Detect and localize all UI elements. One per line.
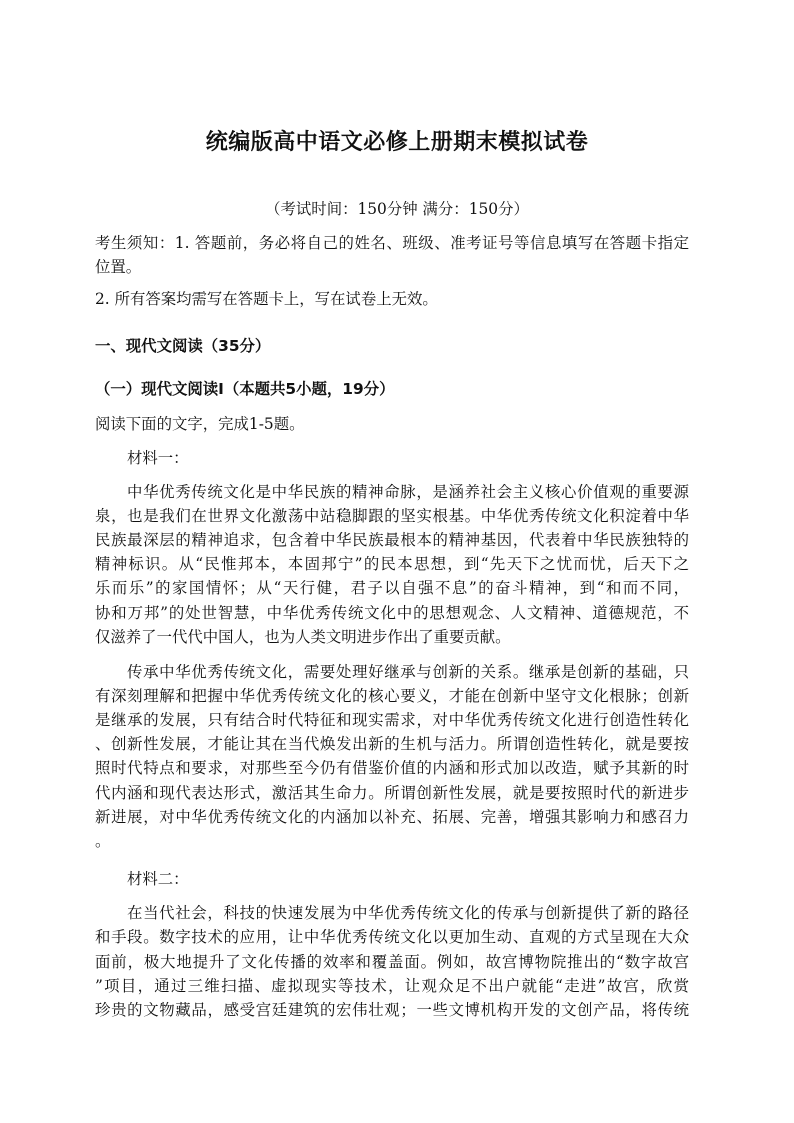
reading-instruction: 阅读下面的文字，完成1-5题。 xyxy=(95,415,305,433)
document-title: 统编版高中语文必修上册期末模拟试卷 xyxy=(205,130,589,155)
paragraph-3-line: 面前，极大地提升了文化传播的效率和覆盖面。例如，故宫博物院推出的“数字故宫 xyxy=(95,953,689,971)
paragraph-3-line: ”项目，通过三维扫描、虚拟现实等技术，让观众足不出户就能“走进”故宫，欣赏 xyxy=(95,977,689,995)
paragraph-2-line: 传承中华优秀传统文化，需要处理好继承与创新的关系。继承是创新的基础，只 xyxy=(127,663,689,681)
paragraph-2-line: 是继承的发展，只有结合时代特征和现实需求，对中华优秀传统文化进行创造性转化 xyxy=(95,711,689,729)
paragraph-2-line: 代内涵和现代表达形式，激活其生命力。所谓创新性发展，就是要按照时代的新进步 xyxy=(95,784,689,802)
paragraph-2-line: 。 xyxy=(95,832,111,850)
notice-line-2: 位置。 xyxy=(95,258,142,276)
exam-info: （考试时间：150分钟 满分：150分） xyxy=(265,200,529,218)
paragraph-1-line: 民族最深层的精神追求，包含着中华民族最根本的精神基因，代表着中华民族独特的 xyxy=(95,531,689,549)
paragraph-1-line: 中华优秀传统文化是中华民族的精神命脉，是涵养社会主义核心价值观的重要源 xyxy=(127,483,689,501)
paragraph-2-line: 新进展，对中华优秀传统文化的内涵加以补充、拓展、完善，增强其影响力和感召力 xyxy=(95,808,689,826)
paragraph-3-line: 和手段。数字技术的应用，让中华优秀传统文化以更加生动、直观的方式呈现在大众 xyxy=(95,928,689,946)
notice-line-1: 考生须知：1. 答题前，务必将自己的姓名、班级、准考证号等信息填写在答题卡指定 xyxy=(95,234,689,252)
material-2-label: 材料二： xyxy=(127,870,189,888)
paragraph-1-line: 乐而乐”的家国情怀；从“天行健，君子以自强不息”的奋斗精神，到“和而不同， xyxy=(95,579,689,597)
paragraph-1-line: 仅滋养了一代代中国人，也为人类文明进步作出了重要贡献。 xyxy=(95,628,511,646)
paragraph-1-line: 协和万邦”的处世智慧，中华优秀传统文化中的思想观念、人文精神、道德规范，不 xyxy=(95,604,689,622)
paragraph-1-line: 泉，也是我们在世界文化激荡中站稳脚跟的坚实根基。中华优秀传统文化积淀着中华 xyxy=(95,507,689,525)
paragraph-2-line: 有深刻理解和把握中华优秀传统文化的核心要义，才能在创新中坚守文化根脉；创新 xyxy=(95,687,689,705)
paragraph-3-line: 珍贵的文物藏品，感受宫廷建筑的宏伟壮观；一些文博机构开发的文创产品，将传统 xyxy=(95,1001,689,1019)
notice-item-2: 2. 所有答案均需写在答题卡上，写在试卷上无效。 xyxy=(95,290,438,308)
paragraph-1-line: 精神标识。从“民惟邦本，本固邦宁”的民本思想，到“先天下之忧而忧，后天下之 xyxy=(95,555,689,573)
paragraph-2-line: 照时代特点和要求，对那些至今仍有借鉴价值的内涵和形式加以改造，赋予其新的时 xyxy=(95,759,689,777)
material-1-label: 材料一： xyxy=(127,449,189,467)
paragraph-3-line: 在当代社会，科技的快速发展为中华优秀传统文化的传承与创新提供了新的路径 xyxy=(127,904,689,922)
section-heading: 一、现代文阅读（35分） xyxy=(95,337,271,355)
subsection-heading: （一）现代文阅读Ⅰ（本题共5小题，19分） xyxy=(95,380,395,398)
paragraph-2-line: 、创新性发展，才能让其在当代焕发出新的生机与活力。所谓创造性转化，就是要按 xyxy=(95,735,689,753)
